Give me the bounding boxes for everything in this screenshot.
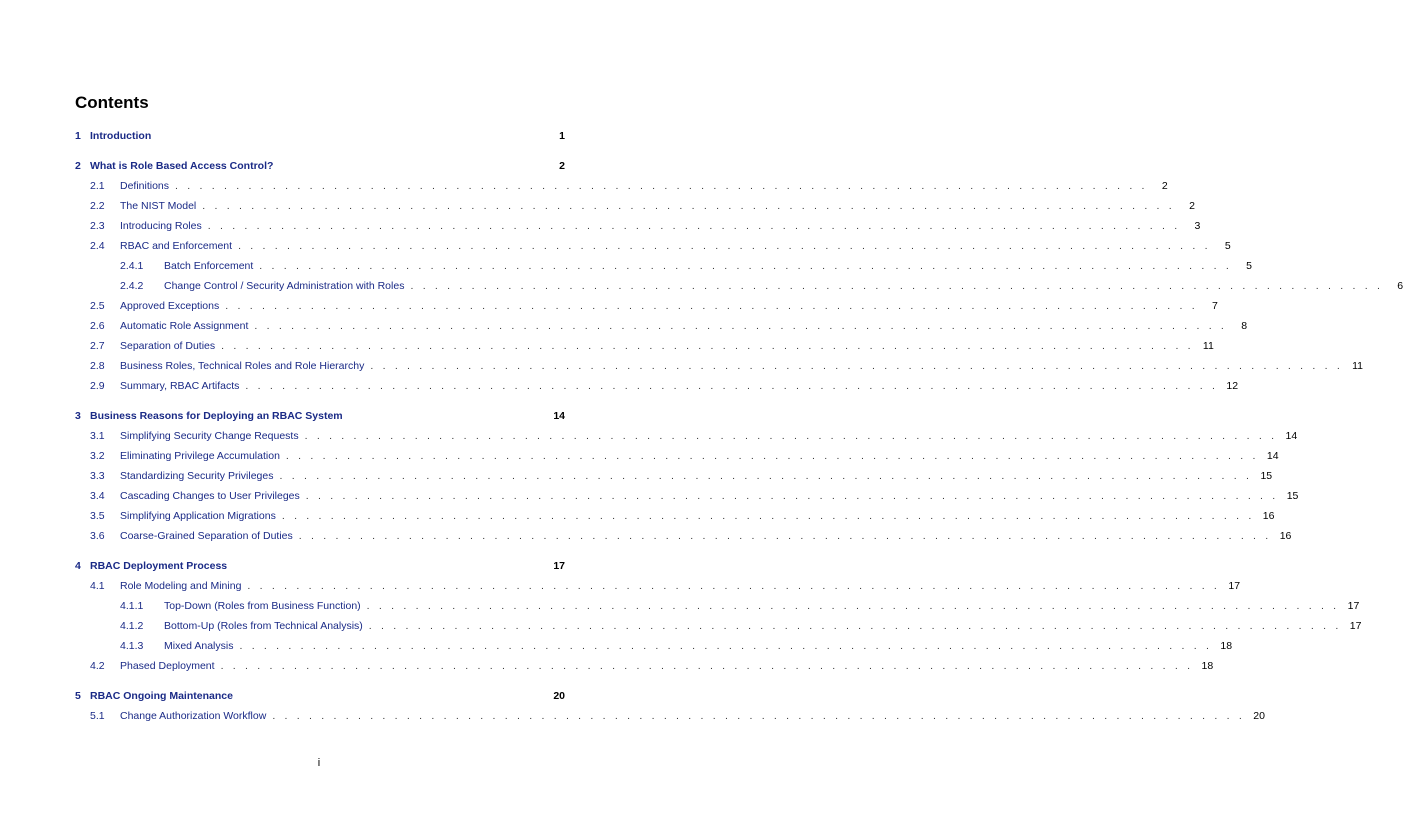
toc-entry-1[interactable] — [75, 128, 565, 144]
toc-entry-number[interactable]: 2.7 — [90, 340, 105, 352]
toc-entry-3[interactable] — [75, 408, 565, 424]
toc-entry-title[interactable]: What is Role Based Access Control? — [90, 160, 274, 172]
toc-entry-page[interactable]: 2 — [1189, 200, 1195, 212]
toc-entry-page[interactable]: 5 — [1224, 240, 1231, 252]
toc-dot-leaders: . . . . . . . . . . . . . . . . . . . . . . . . . . . . . . . . . . . . . . . . . . . . . . . . . . . . . . . . . . . . . . . . . . . . . . . . . . . . . . . . — [298, 530, 1272, 542]
toc-entry-title[interactable]: Simplifying Application Migrations — [120, 510, 276, 522]
toc-entry-title[interactable]: RBAC Deployment Process — [90, 560, 228, 572]
toc-entry-2-5[interactable] — [75, 298, 1218, 314]
toc-entry-page[interactable]: 2 — [559, 160, 565, 172]
toc-entry-number[interactable]: 4.2 — [90, 660, 105, 672]
toc-entry-number[interactable]: 2.2 — [90, 200, 105, 212]
toc-entry-page[interactable]: 12 — [1226, 380, 1239, 392]
toc-entry-title[interactable]: Approved Exceptions — [120, 300, 220, 312]
toc-entry-number[interactable]: 4 — [75, 560, 81, 572]
toc-dot-leaders: . . . . . . . . . . . . . . . . . . . . . . . . . . . . . . . . . . . . . . . . . . . . . . . . . . . . . . . . . . . . . . . . . . . . . . . . . . . . . . . . — [239, 640, 1213, 652]
toc-entry-number[interactable]: 2.4 — [90, 240, 105, 252]
toc-entry-number[interactable]: 5 — [75, 690, 81, 702]
toc-entry-2-8[interactable] — [75, 358, 1363, 374]
toc-dot-leaders: . . . . . . . . . . . . . . . . . . . . . . . . . . . . . . . . . . . . . . . . . . . . . . . . . . . . . . . . . . . . . . . . . . . . . . . . . . . . . . . . — [410, 280, 1384, 292]
toc-entry-page[interactable]: 20 — [1253, 710, 1265, 722]
toc-entry-5-1[interactable] — [75, 708, 1265, 724]
toc-entry-page[interactable]: 11 — [1352, 360, 1363, 372]
toc-dot-leaders: . . . . . . . . . . . . . . . . . . . . . . . . . . . . . . . . . . . . . . . . . . . . . . . . . . . . . . . . . . . . . . . . . . . . . . . . . . . . . . . . — [366, 600, 1340, 612]
toc-entry-title[interactable]: Definitions — [120, 180, 170, 192]
toc-entry-page[interactable]: 18 — [1220, 640, 1233, 652]
toc-entry-2[interactable] — [75, 158, 565, 174]
toc-dot-leaders: . . . . . . . . . . . . . . . . . . . . . . . . . . . . . . . . . . . . . . . . . . . . . . . . . . . . . . . . . . . . . . . . . . . . . . . . . . . . . . . . — [272, 710, 1245, 722]
toc-entry-page[interactable]: 6 — [1397, 280, 1403, 292]
toc-dot-leaders: . . . . . . . . . . . . . . . . . . . . . . . . . . . . . . . . . . . . . . . . . . . . . . . . . . . . . . . . . . . . . . . . . . . . . . . . . . . . . . . . — [238, 240, 1211, 252]
toc-dot-leaders: . . . . . . . . . . . . . . . . . . . . . . . . . . . . . . . . . . . . . . . . . . . . . . . . . . . . . . . . . . . . . . . . . . . . . . . . . . . . . . . . — [259, 260, 1232, 272]
toc-entry-page[interactable]: 1 — [559, 130, 565, 142]
toc-entry-title[interactable]: Automatic Role Assignment — [120, 320, 249, 332]
toc-entry-title[interactable]: RBAC and Enforcement — [120, 240, 233, 252]
toc-entry-2-2[interactable] — [75, 198, 1195, 214]
toc-entry-number[interactable]: 5.1 — [90, 710, 105, 722]
toc-dot-leaders: . . . . . . . . . . . . . . . . . . . . . . . . . . . . . . . . . . . . . . . . . . . . . . . . . . . . . . . . . . . . . . . . . . . . . . . . . . . . . . . . — [225, 300, 1198, 312]
toc-entry-title[interactable]: Mixed Analysis — [164, 640, 234, 652]
toc-entry-number[interactable]: 4.1.1 — [120, 600, 144, 612]
toc-entry-2-4[interactable] — [75, 238, 1231, 254]
toc-entry-4-1-3[interactable] — [75, 638, 1233, 654]
toc-entry-2-4-1[interactable] — [75, 258, 1252, 274]
toc-entry-number[interactable]: 1 — [75, 130, 81, 142]
toc-entry-title[interactable]: Cascading Changes to User Privileges — [120, 490, 300, 502]
toc-entry-title[interactable]: Introduction — [90, 130, 152, 142]
toc-entry-number[interactable]: 2.1 — [90, 180, 105, 192]
toc-entry-title[interactable]: Change Control / Security Administration with Roles — [164, 280, 405, 292]
toc-entry-page[interactable]: 14 — [553, 410, 565, 422]
toc-entry-page[interactable]: 17 — [1228, 580, 1241, 592]
toc-entry-page[interactable]: 8 — [1241, 320, 1248, 332]
toc-entry-3-3[interactable] — [75, 468, 1273, 484]
toc-dot-leaders: . . . . . . . . . . . . . . . . . . . . . . . . . . . . . . . . . . . . . . . . . . . . . . . . . . . . . . . . . . . . . . . . . . . . . . . . . . . . . . . . — [279, 470, 1253, 482]
toc-dot-leaders: . . . . . . . . . . . . . . . . . . . . . . . . . . . . . . . . . . . . . . . . . . . . . . . . . . . . . . . . . . . . . . . . . . . . . . . . . . . . . . . . — [207, 220, 1181, 232]
toc-dot-leaders: . . . . . . . . . . . . . . . . . . . . . . . . . . . . . . . . . . . . . . . . . . . . . . . . . . . . . . . . . . . . . . . . . . . . . . . . . . . . . . . . — [202, 200, 1175, 212]
toc-entry-2-9[interactable] — [75, 378, 1239, 394]
toc-entry-number[interactable]: 3.6 — [90, 530, 105, 542]
toc-entry-4-1-1[interactable] — [75, 598, 1360, 614]
toc-entry-page[interactable]: 17 — [1347, 600, 1360, 612]
toc-entry-page[interactable]: 3 — [1194, 220, 1201, 232]
toc-dot-leaders: . . . . . . . . . . . . . . . . . . . . . . . . . . . . . . . . . . . . . . . . . . . . . . . . . . . . . . . . . . . . . . . . . . . . . . . . . . . . . . . . — [368, 620, 1342, 632]
toc-entry-title[interactable]: Introducing Roles — [120, 220, 202, 232]
toc-entry-4[interactable] — [75, 558, 565, 574]
contents-heading: Contents — [75, 93, 149, 112]
toc-entry-title[interactable]: Batch Enforcement — [164, 260, 254, 272]
toc-entry-3-4[interactable] — [75, 488, 1299, 504]
toc-entry-number[interactable]: 3.2 — [90, 450, 105, 462]
toc-entry-title[interactable]: Bottom-Up (Roles from Technical Analysis) — [164, 620, 363, 632]
toc-entry-page[interactable]: 15 — [1286, 490, 1299, 502]
toc-entry-2-3[interactable] — [75, 218, 1201, 234]
toc-entry-title[interactable]: Change Authorization Workflow — [120, 710, 267, 722]
toc-entry-title[interactable]: Simplifying Security Change Requests — [120, 430, 299, 442]
toc-entry-4-1[interactable] — [75, 578, 1241, 594]
toc-entry-4-2[interactable] — [75, 658, 1214, 674]
toc-dot-leaders: . . . . . . . . . . . . . . . . . . . . . . . . . . . . . . . . . . . . . . . . . . . . . . . . . . . . . . . . . . . . . . . . . . . . . . . . . . . . . . . . — [285, 450, 1259, 462]
toc-entry-page[interactable]: 17 — [553, 560, 565, 572]
toc-entry-title[interactable]: Business Reasons for Deploying an RBAC System — [90, 410, 343, 422]
toc-entry-3-6[interactable] — [75, 528, 1292, 544]
toc-entry-number[interactable]: 4.1.2 — [120, 620, 144, 632]
toc-dot-leaders: . . . . . . . . . . . . . . . . . . . . . . . . . . . . . . . . . . . . . . . . . . . . . . . . . . . . . . . . . . . . . . . . . . . . . . . . . . . . . . . . — [245, 380, 1219, 392]
toc-dot-leaders: . . . . . . . . . . . . . . . . . . . . . . . . . . . . . . . . . . . . . . . . . . . . . . . . . . . . . . . . . . . . . . . . . . . . . . . . . . . . . . . . — [247, 580, 1221, 592]
toc-entry-number[interactable]: 2.8 — [90, 360, 105, 372]
toc-entry-number[interactable]: 4.1 — [90, 580, 105, 592]
toc-entry-number[interactable]: 2.4.1 — [120, 260, 144, 272]
toc-dot-leaders: . . . . . . . . . . . . . . . . . . . . . . . . . . . . . . . . . . . . . . . . . . . . . . . . . . . . . . . . . . . . . . . . . . . . . . . . . . . . . . . . — [304, 430, 1278, 442]
toc-entry-title[interactable]: Top-Down (Roles from Business Function) — [164, 600, 361, 612]
toc-entry-page[interactable]: 20 — [553, 690, 565, 702]
toc-entry-number[interactable]: 2.4.2 — [120, 280, 144, 292]
toc-entry-title[interactable]: The NIST Model — [120, 200, 197, 212]
toc-entry-number[interactable]: 2.3 — [90, 220, 105, 232]
toc-entry-number[interactable]: 3 — [75, 410, 81, 422]
toc-entry-2-6[interactable] — [75, 318, 1248, 334]
toc-entry-3-5[interactable] — [75, 508, 1275, 524]
toc-entry-page[interactable]: 18 — [1201, 660, 1214, 672]
toc-entry-page[interactable]: 14 — [1285, 430, 1298, 442]
toc-entry-4-1-2[interactable] — [75, 618, 1362, 634]
toc-entry-2-4-2[interactable] — [75, 278, 1403, 294]
toc-entry-page[interactable]: 16 — [1262, 510, 1275, 522]
toc-dot-leaders: . . . . . . . . . . . . . . . . . . . . . . . . . . . . . . . . . . . . . . . . . . . . . . . . . . . . . . . . . . . . . . . . . . . . . . . . . . . . . . . . — [370, 360, 1343, 372]
toc-entry-title[interactable]: Coarse-Grained Separation of Duties — [120, 530, 293, 542]
toc-entry-page[interactable]: 17 — [1349, 620, 1362, 632]
toc-entry-number[interactable]: 2.5 — [90, 300, 105, 312]
toc-dot-leaders: . . . . . . . . . . . . . . . . . . . . . . . . . . . . . . . . . . . . . . . . . . . . . . . . . . . . . . . . . . . . . . . . . . . . . . . . . . . . . . . . — [281, 510, 1255, 522]
toc-entry-title[interactable]: Role Modeling and Mining — [120, 580, 242, 592]
toc-dot-leaders: . . . . . . . . . . . . . . . . . . . . . . . . . . . . . . . . . . . . . . . . . . . . . . . . . . . . . . . . . . . . . . . . . . . . . . . . . . . . . . . . — [175, 180, 1148, 192]
toc-dot-leaders: . . . . . . . . . . . . . . . . . . . . . . . . . . . . . . . . . . . . . . . . . . . . . . . . . . . . . . . . . . . . . . . . . . . . . . . . . . . . . . . . — [221, 340, 1194, 352]
toc-dot-leaders: . . . . . . . . . . . . . . . . . . . . . . . . . . . . . . . . . . . . . . . . . . . . . . . . . . . . . . . . . . . . . . . . . . . . . . . . . . . . . . . . — [254, 320, 1228, 332]
toc-entry-number[interactable]: 3.4 — [90, 490, 105, 502]
toc-entry-number[interactable]: 3.1 — [90, 430, 105, 442]
page-number-footer: i — [317, 757, 321, 769]
toc-entry-title[interactable]: RBAC Ongoing Maintenance — [90, 690, 233, 702]
toc-entry-2-7[interactable] — [75, 338, 1214, 354]
toc-entry-3-1[interactable] — [75, 428, 1298, 444]
toc-entry-number[interactable]: 2.6 — [90, 320, 105, 332]
toc-entry-page[interactable]: 14 — [1266, 450, 1279, 462]
toc-entry-page[interactable]: 11 — [1202, 340, 1214, 352]
toc-entry-number[interactable]: 4.1.3 — [120, 640, 144, 652]
toc-entry-number[interactable]: 2.9 — [90, 380, 105, 392]
toc-entry-page[interactable]: 16 — [1279, 530, 1292, 542]
toc-entry-title[interactable]: Business Roles, Technical Roles and Role Hierarchy — [120, 360, 365, 372]
toc-entry-5[interactable] — [75, 688, 565, 704]
toc-entry-number[interactable]: 3.3 — [90, 470, 105, 482]
toc-entry-page[interactable]: 7 — [1212, 300, 1218, 312]
toc-entry-title[interactable]: Standardizing Security Privileges — [120, 470, 274, 482]
toc-entry-number[interactable]: 2 — [75, 160, 81, 172]
toc-entry-title[interactable]: Summary, RBAC Artifacts — [120, 380, 240, 392]
toc-entry-page[interactable]: 2 — [1161, 180, 1168, 192]
toc-entry-title[interactable]: Phased Deployment — [120, 660, 215, 672]
toc-entry-title[interactable]: Separation of Duties — [120, 340, 216, 352]
toc-entry-2-1[interactable] — [75, 178, 1168, 194]
toc-dot-leaders: . . . . . . . . . . . . . . . . . . . . . . . . . . . . . . . . . . . . . . . . . . . . . . . . . . . . . . . . . . . . . . . . . . . . . . . . . . . . . . . . — [305, 490, 1279, 502]
toc-dot-leaders: . . . . . . . . . . . . . . . . . . . . . . . . . . . . . . . . . . . . . . . . . . . . . . . . . . . . . . . . . . . . . . . . . . . . . . . . . . . . . . . . — [220, 660, 1194, 672]
toc-entry-page[interactable]: 5 — [1246, 260, 1252, 272]
toc-entry-number[interactable]: 3.5 — [90, 510, 105, 522]
toc-entry-page[interactable]: 15 — [1260, 470, 1273, 482]
toc-entry-title[interactable]: Eliminating Privilege Accumulation — [120, 450, 280, 462]
toc-entry-3-2[interactable] — [75, 448, 1279, 464]
